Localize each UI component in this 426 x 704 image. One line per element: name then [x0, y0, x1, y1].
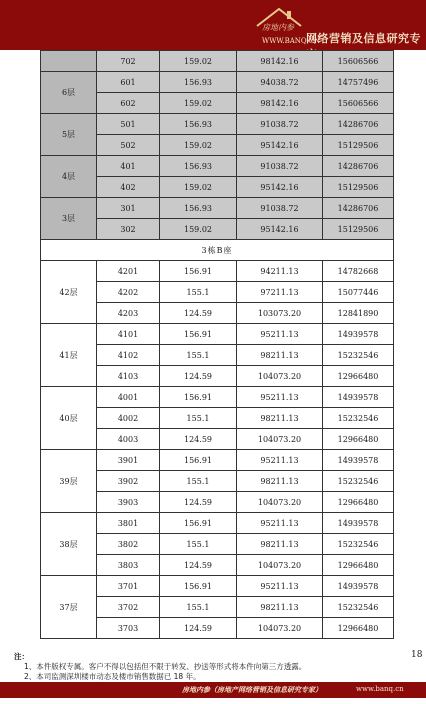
notes-label: 注： — [14, 652, 29, 661]
total-price-cell: 12841890 — [323, 303, 394, 324]
section-title: 3栋B座 — [41, 240, 394, 261]
unit-cell: 502 — [97, 135, 160, 156]
unit-price-cell: 95211.13 — [237, 324, 323, 345]
unit-price-cell: 98211.13 — [237, 408, 323, 429]
price-table — [40, 50, 394, 639]
area-cell: 159.02 — [160, 219, 237, 240]
unit-cell: 4103 — [97, 366, 160, 387]
unit-price-cell: 104073.20 — [237, 366, 323, 387]
unit-cell: 4201 — [97, 261, 160, 282]
area-cell: 156.93 — [160, 72, 237, 93]
floor-cell: 39层 — [41, 450, 97, 513]
unit-price-cell: 94038.72 — [237, 72, 323, 93]
unit-cell: 601 — [97, 72, 160, 93]
total-price-cell: 15232546 — [323, 408, 394, 429]
table-row — [41, 51, 394, 72]
floor-cell: 6层 — [41, 72, 97, 114]
total-price-cell: 12966480 — [323, 618, 394, 639]
total-price-cell: 15606566 — [323, 51, 394, 72]
floor-cell — [41, 51, 97, 72]
total-price-cell: 14757496 — [323, 72, 394, 93]
area-cell: 155.1 — [160, 282, 237, 303]
floor-cell: 42层 — [41, 261, 97, 324]
unit-price-cell: 95211.13 — [237, 576, 323, 597]
area-cell: 124.59 — [160, 555, 237, 576]
table-row — [41, 261, 394, 282]
unit-cell: 3703 — [97, 618, 160, 639]
total-price-cell: 15232546 — [323, 534, 394, 555]
area-cell: 124.59 — [160, 618, 237, 639]
unit-price-cell: 98142.16 — [237, 51, 323, 72]
floor-cell: 4层 — [41, 156, 97, 198]
unit-cell: 3902 — [97, 471, 160, 492]
total-price-cell: 14939578 — [323, 513, 394, 534]
unit-price-cell: 95142.16 — [237, 219, 323, 240]
unit-cell: 4203 — [97, 303, 160, 324]
total-price-cell: 14939578 — [323, 450, 394, 471]
area-cell: 159.02 — [160, 51, 237, 72]
area-cell: 155.1 — [160, 345, 237, 366]
footer-banner — [0, 682, 426, 698]
unit-cell: 4001 — [97, 387, 160, 408]
unit-cell: 4003 — [97, 429, 160, 450]
total-price-cell: 15129506 — [323, 219, 394, 240]
unit-price-cell: 98211.13 — [237, 345, 323, 366]
brand-name: 房地内参 — [262, 23, 294, 32]
unit-price-cell: 95211.13 — [237, 513, 323, 534]
table-row — [41, 387, 394, 408]
area-cell: 124.59 — [160, 303, 237, 324]
total-price-cell: 14939578 — [323, 387, 394, 408]
area-cell: 124.59 — [160, 429, 237, 450]
total-price-cell: 15129506 — [323, 177, 394, 198]
area-cell: 156.91 — [160, 513, 237, 534]
unit-price-cell: 94211.13 — [237, 261, 323, 282]
floor-cell: 37层 — [41, 576, 97, 639]
section-title-row — [41, 240, 394, 261]
unit-price-cell: 98211.13 — [237, 597, 323, 618]
table-row — [41, 576, 394, 597]
unit-price-cell: 91038.72 — [237, 198, 323, 219]
total-price-cell: 15232546 — [323, 471, 394, 492]
total-price-cell: 14939578 — [323, 324, 394, 345]
table-row — [41, 450, 394, 471]
unit-cell: 301 — [97, 198, 160, 219]
page-number: 18 — [411, 650, 423, 660]
unit-cell: 3701 — [97, 576, 160, 597]
total-price-cell: 12966480 — [323, 492, 394, 513]
unit-cell: 4002 — [97, 408, 160, 429]
note-line-2: 2、本司监测深圳楼市动态及楼市销售数据已 18 年。 — [24, 672, 201, 681]
table-row — [41, 156, 394, 177]
floor-cell: 40层 — [41, 387, 97, 450]
area-cell: 156.93 — [160, 114, 237, 135]
total-price-cell: 15606566 — [323, 93, 394, 114]
total-price-cell: 15077446 — [323, 282, 394, 303]
total-price-cell: 12966480 — [323, 555, 394, 576]
unit-cell: 3803 — [97, 555, 160, 576]
total-price-cell: 14782668 — [323, 261, 394, 282]
total-price-cell: 14286706 — [323, 198, 394, 219]
area-cell: 124.59 — [160, 366, 237, 387]
area-cell: 155.1 — [160, 534, 237, 555]
area-cell: 159.02 — [160, 177, 237, 198]
table-row — [41, 114, 394, 135]
notes — [14, 652, 404, 682]
table-row — [41, 72, 394, 93]
total-price-cell: 14286706 — [323, 156, 394, 177]
footer-site: www.banq.cn — [356, 685, 404, 693]
unit-cell: 501 — [97, 114, 160, 135]
unit-price-cell: 91038.72 — [237, 156, 323, 177]
area-cell: 159.02 — [160, 135, 237, 156]
area-cell: 156.91 — [160, 450, 237, 471]
floor-cell: 38层 — [41, 513, 97, 576]
unit-price-cell: 104073.20 — [237, 618, 323, 639]
area-cell: 156.93 — [160, 156, 237, 177]
total-price-cell: 14939578 — [323, 576, 394, 597]
unit-cell: 602 — [97, 93, 160, 114]
area-cell: 155.1 — [160, 471, 237, 492]
total-price-cell: 12966480 — [323, 429, 394, 450]
brand-site: WWW.BANQ.CN — [262, 37, 321, 45]
floor-cell: 5层 — [41, 114, 97, 156]
area-cell: 155.1 — [160, 408, 237, 429]
table-row — [41, 324, 394, 345]
unit-price-cell: 104073.20 — [237, 429, 323, 450]
table-row — [41, 513, 394, 534]
unit-price-cell: 104073.20 — [237, 492, 323, 513]
area-cell: 156.91 — [160, 324, 237, 345]
area-cell: 156.91 — [160, 261, 237, 282]
total-price-cell: 15232546 — [323, 345, 394, 366]
unit-cell: 402 — [97, 177, 160, 198]
area-cell: 159.02 — [160, 93, 237, 114]
total-price-cell: 12966480 — [323, 366, 394, 387]
total-price-cell: 14286706 — [323, 114, 394, 135]
brand-tagline: 网络营销及信息研究专 — [306, 32, 421, 45]
unit-price-cell: 98142.16 — [237, 93, 323, 114]
unit-cell: 3901 — [97, 450, 160, 471]
area-cell: 156.91 — [160, 576, 237, 597]
unit-cell: 702 — [97, 51, 160, 72]
unit-price-cell: 98211.13 — [237, 534, 323, 555]
unit-cell: 4101 — [97, 324, 160, 345]
area-cell: 155.1 — [160, 597, 237, 618]
footer-text: 房地内参（房地产网络营销及信息研究专家） — [182, 685, 322, 694]
unit-cell: 302 — [97, 219, 160, 240]
unit-price-cell: 98211.13 — [237, 471, 323, 492]
unit-cell: 3801 — [97, 513, 160, 534]
unit-price-cell: 104073.20 — [237, 555, 323, 576]
unit-price-cell: 103073.20 — [237, 303, 323, 324]
unit-price-cell: 95211.13 — [237, 387, 323, 408]
unit-price-cell: 95142.16 — [237, 177, 323, 198]
total-price-cell: 15232546 — [323, 597, 394, 618]
floor-cell: 41层 — [41, 324, 97, 387]
unit-cell: 4102 — [97, 345, 160, 366]
header-banner — [0, 0, 426, 50]
unit-cell: 4202 — [97, 282, 160, 303]
note-line-1: 1、本件版权专属。客户不得以包括但不限于转发、抄送等形式将本件向第三方透露。 — [24, 662, 307, 671]
table-row — [41, 198, 394, 219]
area-cell: 156.93 — [160, 198, 237, 219]
unit-cell: 3903 — [97, 492, 160, 513]
unit-price-cell: 97211.13 — [237, 282, 323, 303]
unit-cell: 401 — [97, 156, 160, 177]
unit-price-cell: 95211.13 — [237, 450, 323, 471]
total-price-cell: 15129506 — [323, 135, 394, 156]
unit-cell: 3802 — [97, 534, 160, 555]
unit-price-cell: 91038.72 — [237, 114, 323, 135]
floor-cell: 3层 — [41, 198, 97, 240]
unit-price-cell: 95142.16 — [237, 135, 323, 156]
area-cell: 124.59 — [160, 492, 237, 513]
unit-cell: 3702 — [97, 597, 160, 618]
area-cell: 156.91 — [160, 387, 237, 408]
